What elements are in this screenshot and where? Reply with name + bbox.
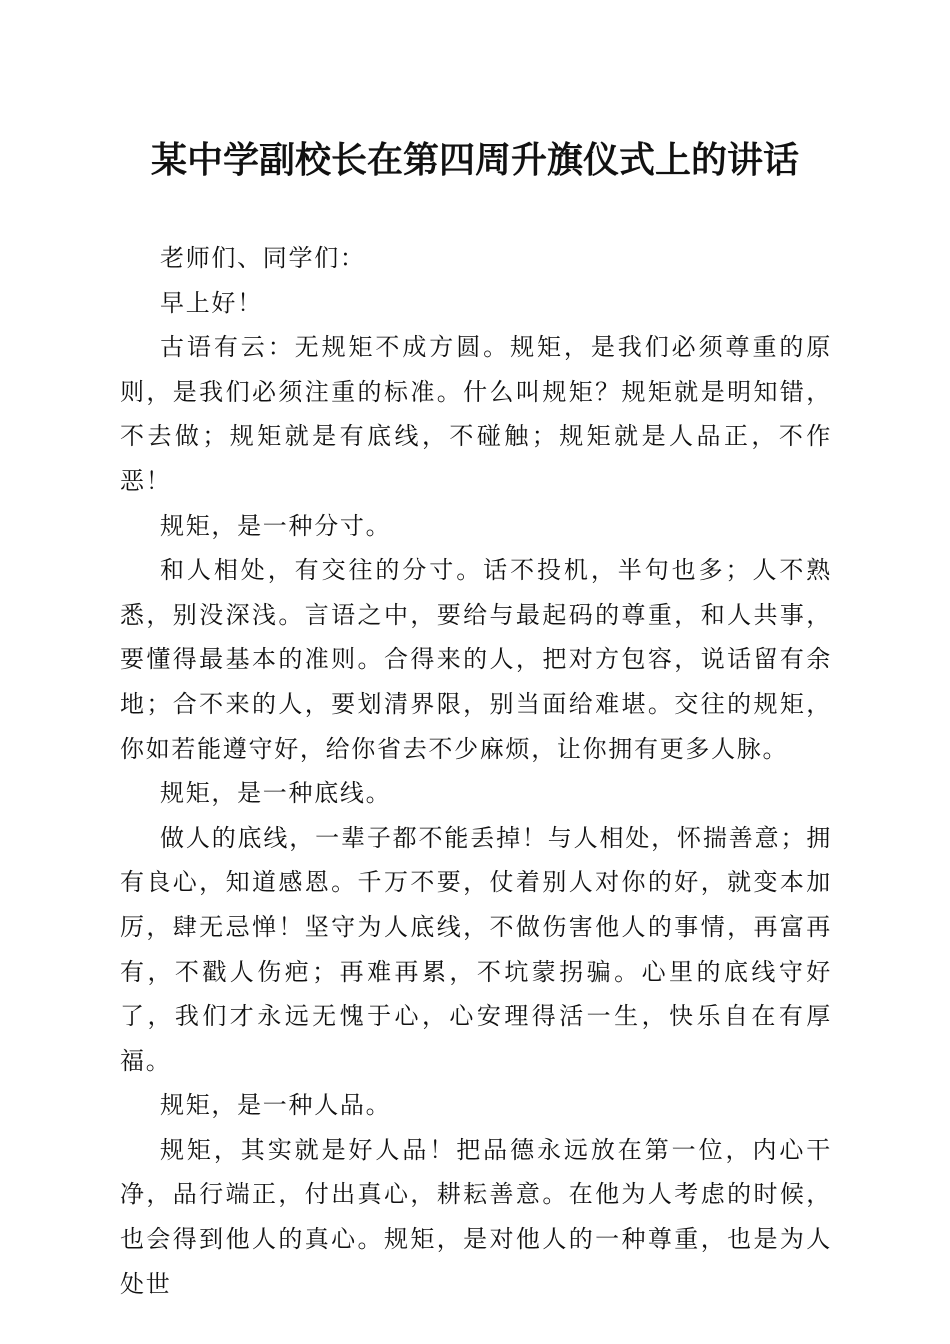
paragraph: 做人的底线，一辈子都不能丢掉！与人相处，怀揣善意；拥有良心，知道感恩。千万不要，仗着别人对你的好，就变本加厉，肆无忌惮！坚守为人底线，不做伤害他人的事情，再富再有，不戳人伤疤；再难再累，不坑蒙拐骗。心里的底线守好了，我们才永远无愧于心，心安理得活一生，快乐自在有厚福。 [120,823,832,1075]
paragraph: 古语有云：无规矩不成方圆。规矩，是我们必须尊重的原则，是我们必须注重的标准。什么叫规矩？规矩就是明知错，不去做；规矩就是有底线，不碰触；规矩就是人品正，不作恶！ [120,333,832,495]
paragraph: 和人相处，有交往的分寸。话不投机，半句也多；人不熟悉，别没深浅。言语之中，要给与最起码的尊重，和人共事，要懂得最基本的准则。合得来的人，把对方包容，说话留有余地；合不来的人，要划清界限，别当面给难堪。交往的规矩，你如若能遵守好，给你省去不少麻烦，让你拥有更多人脉。 [120,556,832,763]
document-body [120,236,832,1306]
section-heading: 规矩，是一种分寸。 [160,511,392,540]
section-heading: 规矩，是一种底线。 [160,779,392,808]
salutation: 老师们、同学们： [160,244,366,272]
section-heading: 规矩，是一种人品。 [160,1091,392,1120]
paragraph: 规矩，其实就是好人品！把品德永远放在第一位，内心干净，品行端正，付出真心，耕耘善意。在他为人考虑的时候，也会得到他人的真心。规矩，是对他人的一种尊重，也是为人处世 [120,1135,832,1298]
document-title: 某中学副校长在第四周升旗仪式上的讲话 [150,139,799,181]
greeting: 早上好！ [160,288,263,317]
